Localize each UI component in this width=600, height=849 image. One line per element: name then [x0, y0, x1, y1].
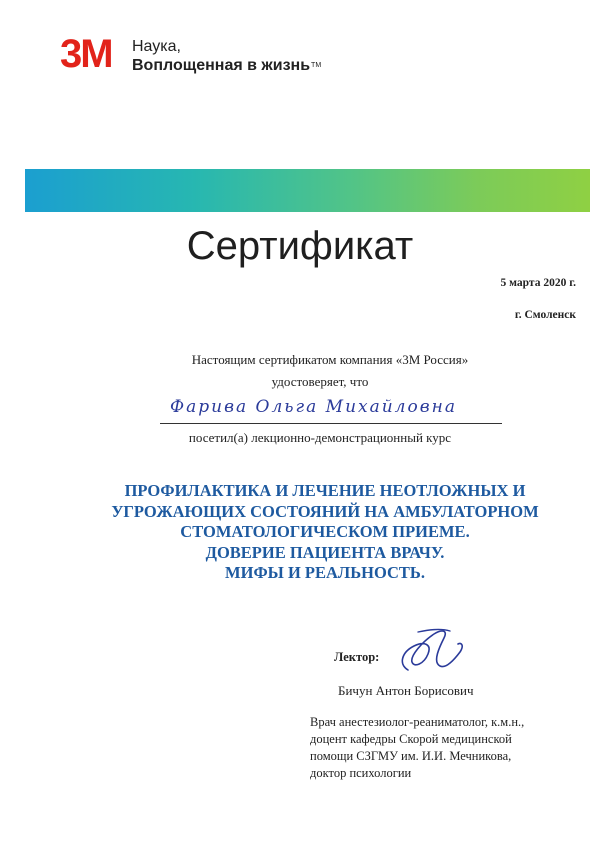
- certificate-city: г. Смоленск: [514, 309, 576, 321]
- gradient-band: [25, 169, 590, 212]
- lector-description: [310, 714, 590, 782]
- lector-description-line: Врач анестезиолог-реаниматолог, к.м.н.,: [310, 715, 525, 729]
- course-line: ПРОФИЛАКТИКА И ЛЕЧЕНИЕ НЕОТЛОЖНЫХ И: [124, 481, 526, 500]
- course-title: [60, 481, 590, 584]
- lector-description-line: помощи СЗГМУ им. И.И. Мечникова,: [310, 749, 512, 763]
- slogan-line-2: [132, 56, 321, 75]
- slogan: [132, 37, 321, 75]
- lector-name: Бичун Антон Борисович: [338, 683, 474, 698]
- attended-line: посетил(а) лекционно-демонстрационный курс: [188, 430, 452, 445]
- lector-description-line: доктор психологии: [310, 766, 412, 780]
- course-line: ДОВЕРИЕ ПАЦИЕНТА ВРАЧУ.: [205, 542, 445, 562]
- slogan-line-1: Наука,: [132, 38, 181, 55]
- intro-line-2: удостоверяет, что: [271, 374, 369, 389]
- lector-label: Лектор:: [334, 650, 380, 664]
- name-underline: [160, 423, 502, 424]
- certificate-title: Сертификат: [186, 224, 414, 268]
- lector-description-line: доцент кафедры Скорой медицинской: [310, 732, 512, 746]
- course-line: СТОМАТОЛОГИЧЕСКОМ ПРИЕМЕ.: [180, 522, 470, 541]
- lector-signature: [388, 622, 478, 682]
- certificate-date: 5 марта 2020 г.: [500, 277, 576, 289]
- trademark-mark: TM: [311, 62, 322, 69]
- course-line: МИФЫ И РЕАЛЬНОСТЬ.: [225, 563, 425, 582]
- recipient-handwritten-name: Фарива Ольга Михайловна: [170, 397, 457, 417]
- 3m-logo: 3M: [60, 32, 112, 76]
- intro-line-1: Настоящим сертификатом компания «3М Россия»: [191, 352, 469, 367]
- course-line: УГРОЖАЮЩИХ СОСТОЯНИЙ НА АМБУЛАТОРНОМ: [111, 501, 539, 521]
- slogan-text: Воплощенная в жизнь: [132, 57, 311, 74]
